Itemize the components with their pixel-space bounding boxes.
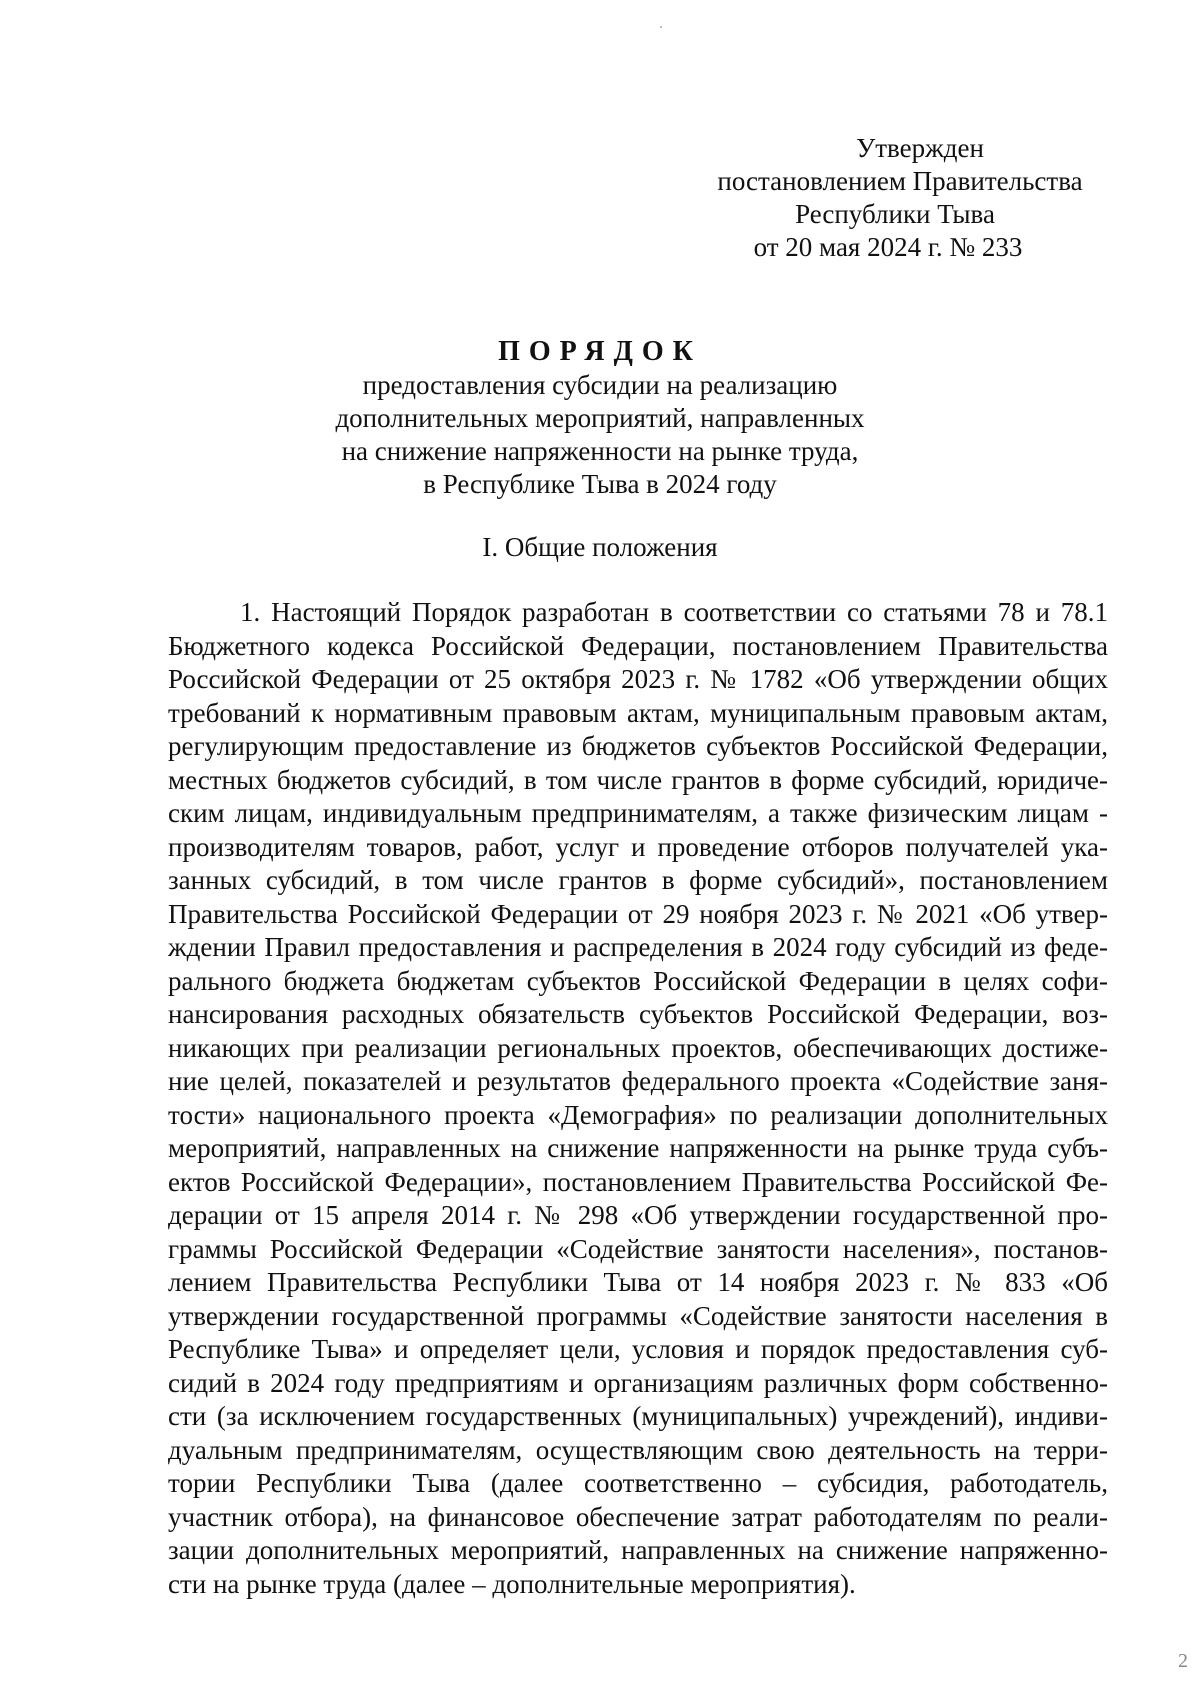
paragraph-line: ским лицам, индивидуальным предпринимателям, а также физическим лицам -	[168, 798, 1108, 828]
document-title: ПОРЯДОК	[498, 336, 702, 367]
paragraph-line: нансирования расходных обязательств субъектов Российской Федерации, воз-	[168, 999, 1108, 1029]
approval-line: Республики Тыва	[795, 199, 995, 229]
paragraph-line: сти (за исключением государственных (муниципальных) учреждений), индиви-	[168, 1401, 1108, 1431]
paragraph-line: занных субсидий, в том числе грантов в форме субсидий», постановлением	[168, 865, 1108, 895]
paragraph-line: ние целей, показателей и результатов федерального проекта «Содействие заня-	[168, 1066, 1108, 1096]
approval-line: от 20 мая 2024 г. № 233	[753, 232, 1023, 262]
paragraph-line: сидий в 2024 году предприятиям и организациям различных форм собственно-	[168, 1367, 1108, 1398]
paragraph-line: дуальным предпринимателям, осуществляющим свою деятельность на терри-	[168, 1434, 1108, 1465]
paragraph-line: сти на рынке труда (далее – дополнительные мероприятия).	[168, 1568, 856, 1599]
approval-stamp	[690, 132, 1110, 264]
paragraph-line: 1. Настоящий Порядок разработан в соответствии со статьями 78 и 78.1	[240, 597, 1108, 627]
document-subtitle-line: на снижение напряженности на рынке труда,	[341, 436, 859, 466]
paragraph-line: лением Правительства Республики Тыва от 14 ноября 2023 г. № 833 «Об	[168, 1267, 1108, 1297]
paragraph-line: регулирующим предоставление из бюджетов субъектов Российской Федерации,	[168, 731, 1108, 761]
paragraph-line: Российской Федерации от 25 октября 2023 г. № 1782 «Об утверждении общих	[168, 664, 1108, 694]
section-heading: I. Общие положения	[482, 532, 718, 562]
approval-line: Утвержден	[856, 133, 984, 163]
page-marker: 2	[1178, 1650, 1188, 1672]
paragraph-line: мероприятий, направленных на снижение напряженности на рынке труда субъ-	[168, 1133, 1108, 1163]
paragraph-1	[168, 596, 1108, 1601]
paragraph-line: граммы Российской Федерации «Содействие занятости населения», постанов-	[168, 1233, 1108, 1264]
paragraph-line: Республике Тыва» и определяет цели, условия и порядок предоставления суб-	[168, 1334, 1108, 1364]
approval-line: постановлением Правительства	[717, 166, 1083, 196]
document-title-block	[170, 335, 1030, 501]
paragraph-line: Бюджетного кодекса Российской Федерации, постановлением Правительства	[168, 630, 1108, 661]
paragraph-line: ектов Российской Федерации», постановлением Правительства Российской Фе-	[168, 1166, 1108, 1197]
paragraph-line: никающих при реализации региональных проектов, обеспечивающих достиже-	[168, 1032, 1108, 1063]
paragraph-line: Правительства Российской Федерации от 29 ноября 2023 г. № 2021 «Об утвер-	[168, 898, 1108, 929]
paragraph-line: рального бюджета бюджетам субъектов Российской Федерации в целях софи-	[168, 965, 1108, 996]
paragraph-line: зации дополнительных мероприятий, направленных на снижение напряженно-	[168, 1535, 1108, 1565]
paragraph-line: местных бюджетов субсидий, в том числе грантов в форме субсидий, юридиче-	[168, 764, 1108, 795]
paragraph-line: дерации от 15 апреля 2014 г. № 298 «Об утверждении государственной про-	[168, 1200, 1108, 1230]
paragraph-line: тости» национального проекта «Демография» по реализации дополнительных	[168, 1099, 1108, 1130]
paragraph-line: ждении Правил предоставления и распределения в 2024 году субсидий из феде-	[168, 932, 1108, 962]
paragraph-line: требований к нормативным правовым актам, муниципальным правовым актам,	[168, 697, 1108, 728]
paragraph-line: утверждении государственной программы «Содействие занятости населения в	[168, 1300, 1108, 1331]
scan-speck	[660, 26, 662, 28]
document-subtitle-line: дополнительных мероприятий, направленных	[335, 403, 865, 433]
document-subtitle-line: предоставления субсидии на реализацию	[362, 370, 838, 400]
paragraph-line: тории Республики Тыва (далее соответственно – субсидия, работодатель,	[168, 1468, 1108, 1498]
document-subtitle-line: в Республике Тыва в 2024 году	[423, 469, 777, 499]
paragraph-line: участник отбора), на финансовое обеспечение затрат работодателям по реали-	[168, 1501, 1108, 1532]
paragraph-line: производителям товаров, работ, услуг и проведение отборов получателей ука-	[168, 831, 1108, 862]
